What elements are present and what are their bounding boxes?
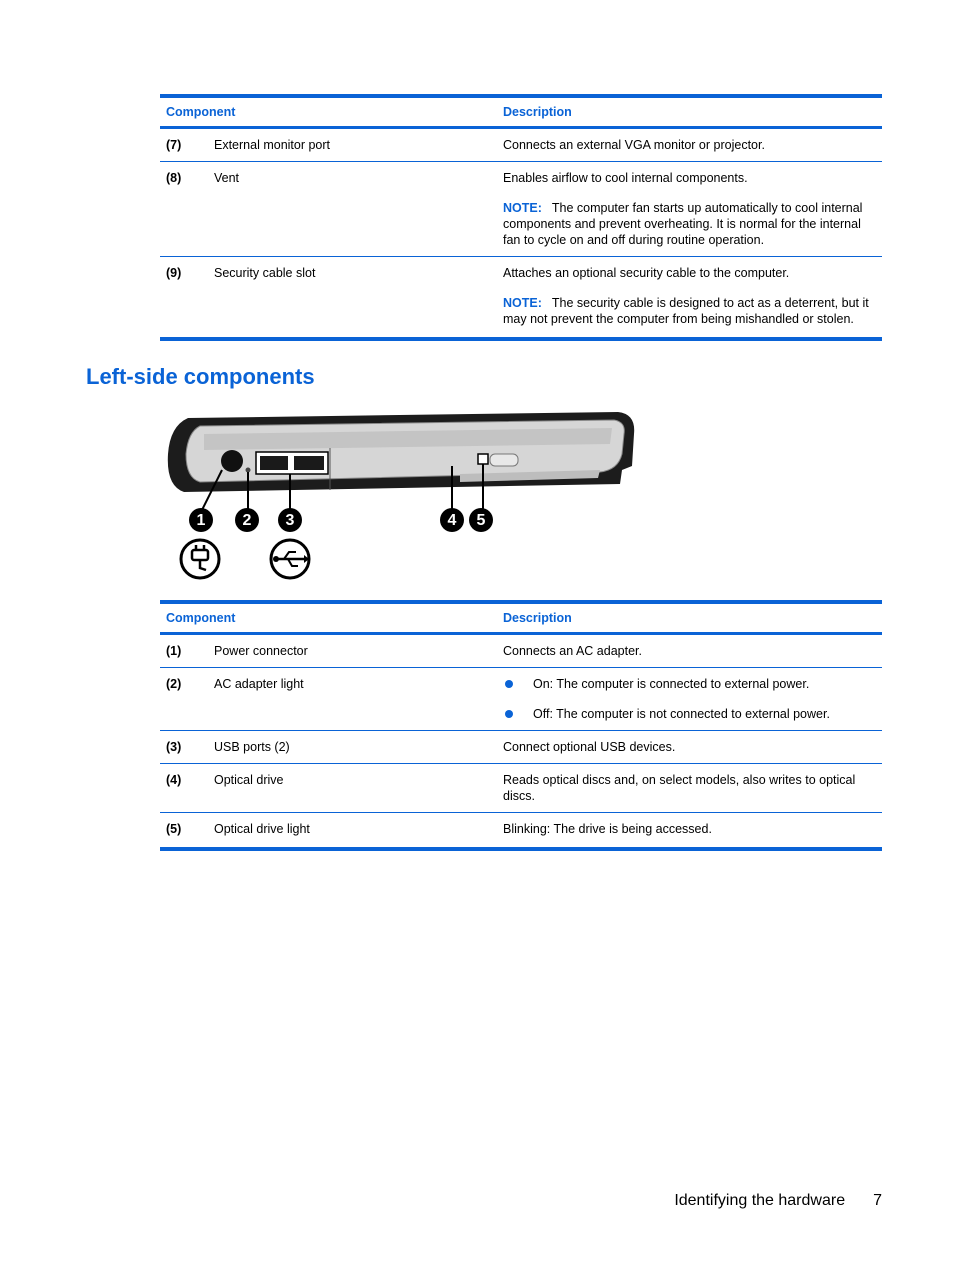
callout-number: 2 [242,512,252,529]
optical-drive-eject [490,454,518,466]
footer-section-title: Identifying the hardware [674,1192,846,1209]
component-number: (5) [160,813,208,850]
bullet-dot-icon [505,710,513,718]
callout-number: 4 [447,512,457,529]
component-name: Optical drive light [208,813,497,850]
table-row [160,731,882,764]
table-header-row [160,602,882,634]
component-name: AC adapter light [208,668,497,731]
component-name: External monitor port [208,128,497,162]
bullet-dot-icon [505,680,513,688]
component-number: (3) [160,731,208,764]
component-description: Connects an AC adapter. [497,634,882,668]
table-row [160,257,882,340]
component-description: Attaches an optional security cable to the computer. [503,266,790,280]
column-header-component: Component [160,96,497,128]
page-footer [674,1192,882,1210]
note [503,200,876,248]
callout-5 [469,508,493,532]
callout-number: 5 [476,512,486,529]
component-name: Security cable slot [208,257,497,340]
callout-3 [278,508,302,532]
component-number: (8) [160,162,208,257]
component-name: Optical drive [208,764,497,813]
bullet-text: Off: The computer is not connected to external power. [533,707,830,721]
table-row [160,162,882,257]
note-label: NOTE: [503,201,542,215]
callout-4 [440,508,464,532]
component-description: Connect optional USB devices. [497,731,882,764]
section-heading: Left-side components [86,364,315,389]
component-number: (2) [160,668,208,731]
left-side-figure [160,404,640,584]
callout-2 [235,508,259,532]
usb-icon [271,540,309,578]
components-table-continued [160,94,882,341]
optical-drive-light [478,454,488,464]
note-label: NOTE: [503,296,542,310]
component-description: Enables airflow to cool internal components. [503,171,748,185]
component-name: Vent [208,162,497,257]
usb-port [294,456,324,470]
callout-1 [189,508,213,532]
bullet-item [503,706,876,722]
table-row [160,764,882,813]
table-row [160,634,882,668]
component-number: (9) [160,257,208,340]
ac-adapter-light [246,468,251,473]
component-description: Connects an external VGA monitor or projector. [497,128,882,162]
component-number: (4) [160,764,208,813]
component-description: Blinking: The drive is being accessed. [497,813,882,850]
component-number: (1) [160,634,208,668]
component-name: Power connector [208,634,497,668]
power-connector-port [221,450,243,472]
callout-number: 3 [285,512,295,529]
note-text: The security cable is designed to act as a deterrent, but it may not prevent the computer from being mishandled or stolen. [503,296,869,326]
component-description: Reads optical discs and, on select models, also writes to optical discs. [497,764,882,813]
table-row [160,668,882,731]
component-description-cell [497,162,882,257]
table-row [160,128,882,162]
usb-port [260,456,288,470]
column-header-description: Description [497,602,882,634]
column-header-component: Component [160,602,497,634]
component-description-cell [497,668,882,731]
column-header-description: Description [497,96,882,128]
component-number: (7) [160,128,208,162]
page-number: 7 [873,1192,882,1209]
note-text: The computer fan starts up automatically to cool internal components and prevent overheating. It is normal for the internal fan to cycle on and off during routine operation. [503,201,863,247]
power-plug-icon [181,540,219,578]
note [503,295,876,327]
bullet-text: On: The computer is connected to external power. [533,677,810,691]
component-name: USB ports (2) [208,731,497,764]
table-row [160,813,882,850]
left-side-components-table [160,600,882,851]
bullet-item [503,676,876,692]
callout-number: 1 [196,512,206,529]
component-description-cell [497,257,882,340]
table-header-row [160,96,882,128]
